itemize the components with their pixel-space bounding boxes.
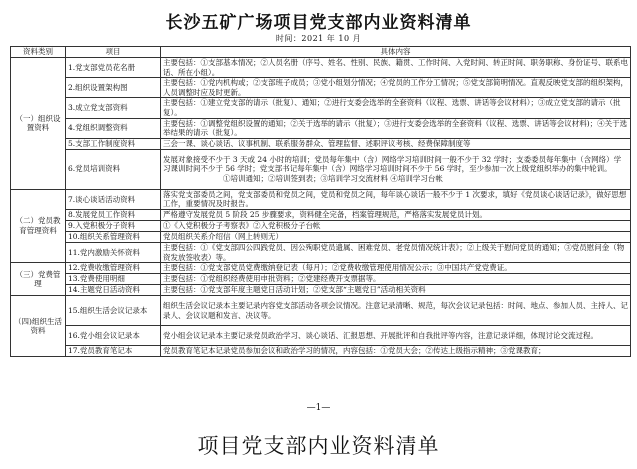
table-item: 5.支部工作制度资料 [66,138,161,149]
table-content [161,189,631,209]
content-line: 主要包括：①调整党组织设置的通知；②关于选举的请示（批复）；③进行支委会选举的全套资料（议程、选票、讲话等会议材料)；④关于选举结果的请示（批复）。 [163,118,628,138]
content-line: 落实党支部委员之间，党支部委员和党员之间，党员和党员之间，每年谈心谈话一般不少于 1 次要求，填好《党员谈心谈话记录》，做好思想工作，重要情况及时报告。 [163,189,627,209]
materials-table [10,46,631,357]
document-title: 长沙五矿广场项目党支部内业资料清单 [165,13,472,33]
table-content [161,58,631,78]
content-line: ①《入党积极分子考察表》②入党积极分子台帐 [163,221,321,231]
table-content [161,209,631,220]
header-item: 项目 [66,47,161,58]
table-content [161,149,631,189]
table-content [161,326,631,346]
table-item: 17.党员教育笔记本 [66,346,161,357]
table-item: 7.谈心谈话活动资料 [66,189,161,209]
content-line: 严格遵守发展党员 5 阶段 25 步骤要求，资料健全完备，档案管理规范，严格落实发展党员计划。 [163,210,487,220]
bottom-title: 项目党支部内业资料清单 [197,434,440,458]
table-content [161,242,631,262]
header-category: 资料类别 [11,47,66,58]
table-row [11,209,631,220]
page-number: —1— [306,403,331,413]
table-row [11,242,631,262]
table-content [161,118,631,138]
table-content [161,274,631,285]
table-content [161,296,631,326]
table-row [11,98,631,118]
table-item: 10.组织关系管理资料 [66,231,161,242]
table-item: 15.组织生活会议记录本 [66,296,161,326]
table-item: 8.发展党员工作资料 [66,209,161,220]
table-item: 2.组织设置架构图 [66,78,161,98]
table-content [161,285,631,296]
content-line: 主要包括：①党支部党员党费缴纳登记表（每月）；②党费收缴管理使用情况公示；③中国共产党党费证。 [163,263,512,273]
table-item: 14.主题党日活动资料 [66,285,161,296]
category-edu: （二）党员教育管理资料 [11,189,66,262]
table-header-row [11,47,631,58]
category-life: （四)组织生活资料 [11,296,66,357]
table-item: 1.党支部党员花名册 [66,58,161,78]
table-content [161,78,631,98]
content-line: 主要包括：①建立党支部的请示（批复）、通知；②进行支委会选举的全套资料（议程、选票、讲话等会议材料）；③成立党支部的请示（批复）。 [163,98,621,117]
content-line: 党员组织关系介绍信（网上转则无） [163,232,283,242]
content-line: 发展对象接受不少于 3 天或 24 小时的培训；党员每年集中（含）网络学习培训时间一般不少于 32 学时；支委委员每年集中（含网络）学习课训时间不少于 56 学时；党支部书记每年集中（含）网络学习培训时间不少于 56 学时，至少参加一次上级党组织举办的集中轮训。 [163,154,622,174]
table-content [161,220,631,231]
content-line: 三会一课、谈心谈话、议事机制、联系服务群众、管理监督、述职评议考核、经费保障制度等 [163,138,471,148]
table-row [11,346,631,357]
table-item: 12.党费收缴管理资料 [66,263,161,274]
table-item: 6.党员培训资料 [66,149,161,189]
table-content [161,98,631,118]
content-line: 主要包括：①党组织经费使用申批资料；②党建经费开支票据等。 [163,274,381,284]
table-row [11,231,631,242]
table-item: 3.成立党支部资料 [66,98,161,118]
table-row [11,78,631,98]
content-line: 主要包括：①《党支部四公四践党员、因公殉职党员遗属、困难党员、老党员情况统计表》；②上级关于慰问党员的通知；③党员慰问金（物资发放签收表）等。 [163,242,625,262]
category-fee: （三）党费管理 [11,263,66,296]
table-row [11,296,631,326]
category-org: （一）组织设置资料 [11,58,66,190]
table-item: 4.党组织调整资料 [66,118,161,138]
table-item: 16.党小组会议记录本 [66,326,161,346]
document-date: 时间：2021 年 10 月 [275,34,362,43]
table-row [11,285,631,296]
table-row [11,326,631,346]
table-content [161,263,631,274]
table-content [161,231,631,242]
table-content [161,138,631,149]
content-line: 党小组会议记录本主要记录党员政治学习、谈心谈话、汇报思想、开展批评和自我批评等内容，注意记录详细，体现讨论交流过程。 [163,330,598,340]
table-row [11,138,631,149]
table-row [11,189,631,209]
table-row [11,274,631,285]
table-item: 9.入党积极分子资料 [66,220,161,231]
table-row [11,58,631,78]
content-line: ①培训通知；②培训签到表；③培训学习交流材料 ④培训学习台帐 [223,174,443,184]
table-content [161,346,631,357]
content-line: 党员教育笔记本记录党员参加会议和政治学习的情况，内容包括：①党员大会；②传达上级指示精神；③党课教育； [163,346,546,356]
header-content: 具体内容 [161,47,631,58]
content-line: 主要包括：①党支部年度主题党日活动计划；②党支部“主题党日”活动相关资料 [163,285,426,295]
table-item: 11.党内激励关怀资料 [66,242,161,262]
content-line: 主要包括：①党内机构或；②支部班子成员；③党小组划分情况；④党员的工作分工情况；⑤党支部简明情况。直观反映党支部的组织架构，人员调整时应及时更新。 [163,78,628,97]
table-row [11,220,631,231]
content-line: 组织生活会议记录本主要记录内容党支部活动各项会议情况。注意记录清晰、规范，每次会议记录包括：时间、地点、参加人员、主持人、记录人、会议议题和发言、决议等。 [163,301,628,320]
table-row [11,263,631,274]
table-item: 13.党费使用明细 [66,274,161,285]
table-row [11,149,631,189]
table-row [11,118,631,138]
content-line: 主要包括：①支部基本情况；②人员名册（序号、姓名、性别、民族、籍贯、工作时间、入党时间、转正时间、职务职称、身份证号、联系电话、所在小组）。 [163,58,628,77]
